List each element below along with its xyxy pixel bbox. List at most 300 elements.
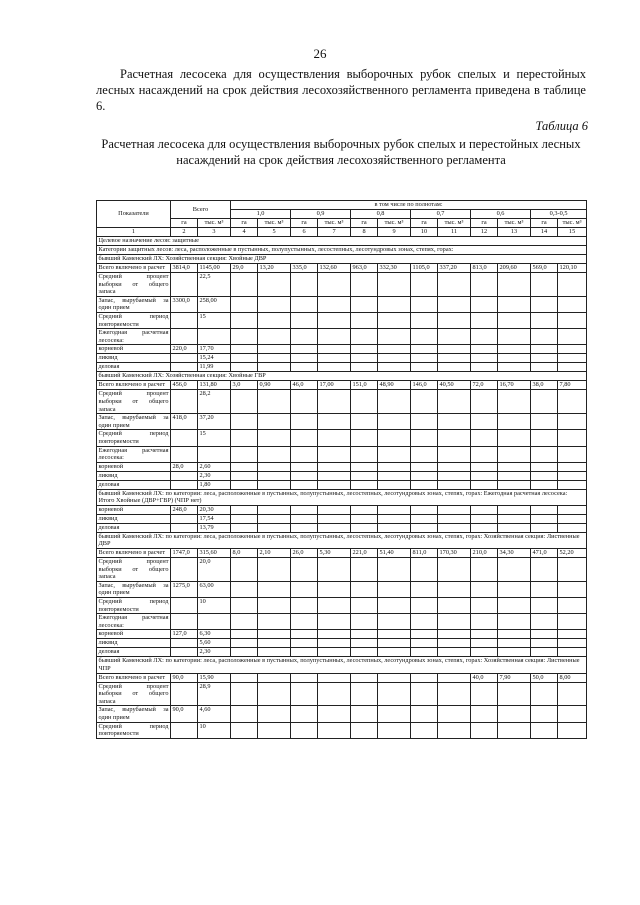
table-cell	[498, 430, 531, 446]
table-cell	[411, 345, 438, 354]
table-cell	[471, 581, 498, 597]
table-cell	[471, 682, 498, 706]
header-unit-thous-m3: тыс. м³	[378, 219, 411, 228]
column-number: 2	[171, 228, 198, 237]
table-cell	[438, 505, 471, 514]
table-cell: 151,0	[351, 381, 378, 390]
header-density: 0,9	[291, 210, 351, 219]
table-row	[97, 296, 587, 312]
table-cell	[438, 614, 471, 630]
table-cell	[498, 480, 531, 489]
table-cell	[498, 706, 531, 722]
table-cell	[471, 558, 498, 582]
row-label: деловая	[97, 480, 171, 489]
table-cell	[471, 345, 498, 354]
table-cell	[438, 558, 471, 582]
table-cell	[258, 648, 291, 657]
table-cell	[291, 430, 318, 446]
table-cell	[411, 430, 438, 446]
table-cell	[558, 722, 587, 738]
table-cell	[438, 514, 471, 523]
row-label: Запас, вырубаемый за один прием	[98, 706, 169, 721]
table-cell	[471, 296, 498, 312]
table-cell	[231, 390, 258, 414]
table-cell: 1,80	[198, 480, 231, 489]
table-row	[97, 558, 587, 582]
table-cell	[318, 722, 351, 738]
table-cell	[411, 581, 438, 597]
table-cell	[351, 446, 378, 462]
table-cell: 963,0	[351, 264, 378, 273]
header-indicators: Показатели	[97, 201, 171, 228]
row-label: Средний период повторяемости	[98, 430, 169, 445]
table-cell	[378, 523, 411, 532]
table-cell	[291, 480, 318, 489]
table-cell	[231, 514, 258, 523]
table-cell	[531, 471, 558, 480]
table-cell: 1275,0	[171, 581, 198, 597]
table-cell	[498, 363, 531, 372]
table-cell	[558, 430, 587, 446]
table-cell	[318, 390, 351, 414]
table-cell: 7,80	[558, 381, 587, 390]
table-cell: 209,60	[498, 264, 531, 273]
table-cell	[558, 329, 587, 345]
table-cell: 5,30	[318, 549, 351, 558]
table-cell	[498, 682, 531, 706]
row-label: корневой	[97, 345, 171, 354]
table-cell	[378, 471, 411, 480]
table-cell	[531, 446, 558, 462]
table-cell	[531, 706, 558, 722]
table-cell	[231, 462, 258, 471]
table-cell	[351, 639, 378, 648]
table-cell	[318, 329, 351, 345]
table-cell	[171, 598, 198, 614]
table-cell	[318, 648, 351, 657]
table-cell	[471, 614, 498, 630]
table-cell	[318, 363, 351, 372]
table-cell: 13,79	[198, 523, 231, 532]
table-cell	[411, 514, 438, 523]
table-cell	[558, 296, 587, 312]
table-cell	[498, 471, 531, 480]
table-cell: 6,30	[198, 630, 231, 639]
table-body	[97, 201, 587, 739]
table-cell	[231, 682, 258, 706]
section-row	[97, 532, 587, 548]
header-row-units	[97, 219, 587, 228]
table-cell	[231, 354, 258, 363]
header-total: Всего	[171, 201, 231, 219]
header-unit-ha: га	[531, 219, 558, 228]
table-cell	[231, 329, 258, 345]
table-cell	[258, 296, 291, 312]
row-label: Всего включено в расчет	[97, 549, 171, 558]
table-cell: 0,90	[258, 381, 291, 390]
table-cell: 15	[198, 312, 231, 328]
table-cell	[411, 363, 438, 372]
section-row	[97, 489, 587, 505]
table-cell	[258, 345, 291, 354]
table-cell	[531, 363, 558, 372]
table-cell	[378, 630, 411, 639]
column-number: 9	[378, 228, 411, 237]
column-number: 15	[558, 228, 587, 237]
table-cell	[471, 446, 498, 462]
table-cell	[471, 598, 498, 614]
header-unit-ha: га	[231, 219, 258, 228]
table-cell	[231, 648, 258, 657]
table-cell	[291, 296, 318, 312]
table-cell	[378, 505, 411, 514]
header-density: 0,6	[471, 210, 531, 219]
table-cell	[318, 446, 351, 462]
header-unit-ha: га	[171, 219, 198, 228]
table-row	[97, 414, 587, 430]
table-cell	[171, 480, 198, 489]
table-cell: 456,0	[171, 381, 198, 390]
table-cell	[558, 648, 587, 657]
row-label: ликвид	[97, 354, 171, 363]
row-label: Запас, вырубаемый за один прием	[98, 414, 169, 429]
table-cell	[378, 345, 411, 354]
table-cell	[258, 523, 291, 532]
table-cell	[411, 614, 438, 630]
table-cell	[258, 390, 291, 414]
table-cell	[291, 581, 318, 597]
table-cell	[291, 523, 318, 532]
table-cell	[471, 390, 498, 414]
table-cell	[471, 505, 498, 514]
table-cell	[411, 673, 438, 682]
table-cell: 26,0	[291, 549, 318, 558]
table-cell	[171, 390, 198, 414]
table-cell	[378, 312, 411, 328]
table-row	[97, 329, 587, 345]
table-cell	[558, 514, 587, 523]
table-cell: 48,90	[378, 381, 411, 390]
column-number: 10	[411, 228, 438, 237]
table-cell: 170,30	[438, 549, 471, 558]
header-density: 0,8	[351, 210, 411, 219]
table-cell: 7,90	[498, 673, 531, 682]
table-cell	[498, 558, 531, 582]
table-cell	[471, 514, 498, 523]
table-cell	[291, 682, 318, 706]
table-cell	[531, 329, 558, 345]
header-row-1	[97, 201, 587, 210]
table-cell	[291, 630, 318, 639]
table-cell	[231, 581, 258, 597]
header-row-numbers	[97, 228, 587, 237]
table-cell	[351, 722, 378, 738]
table-cell: 15,24	[198, 354, 231, 363]
table-cell: 258,00	[198, 296, 231, 312]
table-cell	[351, 514, 378, 523]
table-cell: 335,0	[291, 264, 318, 273]
table-cell	[531, 523, 558, 532]
table-cell: 120,10	[558, 264, 587, 273]
table-cell	[258, 505, 291, 514]
table-row	[97, 390, 587, 414]
table-cell	[231, 471, 258, 480]
table-cell	[498, 523, 531, 532]
table-cell: 20,30	[198, 505, 231, 514]
table-cell	[438, 329, 471, 345]
table-cell	[471, 462, 498, 471]
row-label: деловая	[97, 648, 171, 657]
table-cell	[471, 480, 498, 489]
table-cell	[498, 446, 531, 462]
table-cell: 569,0	[531, 264, 558, 273]
row-label: деловая	[97, 363, 171, 372]
row-label: деловая	[97, 523, 171, 532]
row-label: ликвид	[97, 514, 171, 523]
table-cell	[351, 598, 378, 614]
column-number: 4	[231, 228, 258, 237]
table-cell	[351, 614, 378, 630]
section-heading: бывший Каменский ЛХ: Хозяйственная секция: Хвойные ГВР	[97, 372, 587, 381]
table-cell: 221,0	[351, 549, 378, 558]
section-heading: бывший Каменский ЛХ: Хозяйственная секция: Хвойные ДВР	[97, 255, 587, 264]
table-cell	[558, 414, 587, 430]
table-cell	[438, 312, 471, 328]
table-cell	[531, 462, 558, 471]
table-cell	[318, 480, 351, 489]
table-cell	[318, 673, 351, 682]
table-cell	[318, 706, 351, 722]
table-cell	[378, 390, 411, 414]
header-unit-thous-m3: тыс. м³	[438, 219, 471, 228]
table-cell	[558, 523, 587, 532]
table-row	[97, 514, 587, 523]
table-cell	[378, 639, 411, 648]
table-cell	[558, 363, 587, 372]
table-cell	[378, 363, 411, 372]
table-cell	[438, 598, 471, 614]
table-cell: 146,0	[411, 381, 438, 390]
table-cell	[411, 471, 438, 480]
table-row	[97, 673, 587, 682]
table-cell	[378, 514, 411, 523]
table-cell	[318, 505, 351, 514]
table-cell: 471,0	[531, 549, 558, 558]
table-cell: 3,0	[231, 381, 258, 390]
row-label: Ежегодная расчетная лесосека:	[98, 614, 169, 629]
table-cell	[498, 354, 531, 363]
column-number: 8	[351, 228, 378, 237]
table-cell	[378, 296, 411, 312]
table-cell	[471, 471, 498, 480]
table-cell	[531, 581, 558, 597]
table-cell	[351, 471, 378, 480]
table-cell: 17,70	[198, 345, 231, 354]
table-cell	[558, 639, 587, 648]
table-cell	[531, 312, 558, 328]
table-cell: 63,00	[198, 581, 231, 597]
table-cell	[471, 430, 498, 446]
row-label: корневой	[97, 462, 171, 471]
table-cell	[258, 329, 291, 345]
table-cell	[318, 462, 351, 471]
section-row	[97, 255, 587, 264]
row-label: Ежегодная расчетная лесосека:	[98, 446, 169, 462]
table-cell	[231, 630, 258, 639]
table-cell: 20,0	[198, 558, 231, 582]
table-cell: 5,60	[198, 639, 231, 648]
table-row	[97, 273, 587, 297]
table-cell	[171, 682, 198, 706]
table-cell: 2,30	[198, 648, 231, 657]
table-cell	[438, 682, 471, 706]
table-cell	[411, 558, 438, 582]
table-cell	[171, 614, 198, 630]
table-cell	[258, 706, 291, 722]
table-cell	[411, 462, 438, 471]
table-cell: 248,0	[171, 505, 198, 514]
table-cell	[318, 558, 351, 582]
table-cell	[438, 706, 471, 722]
table-row	[97, 549, 587, 558]
table-cell	[291, 558, 318, 582]
table-cell	[411, 598, 438, 614]
row-label: Средний период повторяемости	[98, 722, 169, 738]
table-cell	[258, 639, 291, 648]
table-cell	[351, 462, 378, 471]
table-cell: 418,0	[171, 414, 198, 430]
table-cell	[411, 505, 438, 514]
row-label: Средний процент выборки от общего запаса	[98, 558, 169, 581]
table-cell: 17,54	[198, 514, 231, 523]
table-cell: 38,0	[531, 381, 558, 390]
table-cell: 811,0	[411, 549, 438, 558]
table-cell: 3300,0	[171, 296, 198, 312]
header-unit-thous-m3: тыс. м³	[498, 219, 531, 228]
table-cell: 28,9	[198, 682, 231, 706]
table-cell	[411, 480, 438, 489]
table-cell: 127,0	[171, 630, 198, 639]
table-cell	[231, 523, 258, 532]
header-density: 0,3-0,5	[531, 210, 587, 219]
table-cell	[351, 354, 378, 363]
table-cell	[231, 614, 258, 630]
column-number: 13	[498, 228, 531, 237]
table-cell	[258, 430, 291, 446]
table-cell	[558, 614, 587, 630]
row-label: Всего включено в расчет	[97, 673, 171, 682]
table-cell	[498, 614, 531, 630]
table-cell	[171, 354, 198, 363]
table-cell: 15,90	[198, 673, 231, 682]
table-cell	[558, 354, 587, 363]
table-row	[97, 381, 587, 390]
table-cell	[231, 414, 258, 430]
column-number: 12	[471, 228, 498, 237]
table-cell: 315,60	[198, 549, 231, 558]
table-cell: 10	[198, 598, 231, 614]
table-cell	[258, 614, 291, 630]
table-cell	[258, 480, 291, 489]
table-cell	[318, 614, 351, 630]
table-row	[97, 630, 587, 639]
table-cell	[438, 523, 471, 532]
table-cell	[471, 363, 498, 372]
table-cell	[231, 480, 258, 489]
table-cell	[231, 722, 258, 738]
table-cell	[258, 682, 291, 706]
row-label: Средний период повторяемости	[98, 312, 169, 328]
table-row	[97, 462, 587, 471]
table-row	[97, 345, 587, 354]
table-cell	[378, 722, 411, 738]
table-cell	[438, 471, 471, 480]
table-cell	[351, 558, 378, 582]
table-cell	[531, 430, 558, 446]
table-cell	[318, 581, 351, 597]
table-cell	[378, 581, 411, 597]
table-cell: 46,0	[291, 381, 318, 390]
table-cell	[498, 598, 531, 614]
table-cell	[351, 296, 378, 312]
table-cell	[411, 354, 438, 363]
table-cell	[498, 414, 531, 430]
table-cell	[171, 558, 198, 582]
table-cell	[378, 446, 411, 462]
table-row	[97, 581, 587, 597]
table-cell: 28,0	[171, 462, 198, 471]
table-cell	[471, 639, 498, 648]
table-cell	[258, 558, 291, 582]
table-cell	[411, 446, 438, 462]
header-unit-ha: га	[471, 219, 498, 228]
table-cell	[438, 296, 471, 312]
row-label: Ежегодная расчетная лесосека:	[98, 329, 169, 344]
table-cell	[438, 581, 471, 597]
table-cell	[351, 363, 378, 372]
table-cell	[291, 390, 318, 414]
table-cell	[378, 430, 411, 446]
table-cell	[411, 390, 438, 414]
table-cell	[438, 648, 471, 657]
table-cell	[351, 505, 378, 514]
table-cell	[318, 273, 351, 297]
table-cell	[498, 273, 531, 297]
table-cell	[171, 430, 198, 446]
table-cell	[558, 471, 587, 480]
table-cell	[558, 462, 587, 471]
table-cell	[291, 312, 318, 328]
table-cell	[351, 414, 378, 430]
table-cell	[171, 363, 198, 372]
table-cell: 90,0	[171, 706, 198, 722]
table-row	[97, 471, 587, 480]
table-cell	[531, 630, 558, 639]
table-cell	[411, 630, 438, 639]
section-heading: Категории защитных лесов: леса, расположенные в пустынных, полупустынных, лесостепных, лесотундровых зонах, степях, горах:	[97, 246, 587, 255]
table-cell: 40,50	[438, 381, 471, 390]
table-cell	[531, 296, 558, 312]
table-cell	[291, 414, 318, 430]
table-cell	[558, 706, 587, 722]
table-cell	[498, 296, 531, 312]
column-number: 6	[291, 228, 318, 237]
table-cell	[498, 505, 531, 514]
table-cell	[438, 273, 471, 297]
table-cell	[351, 648, 378, 657]
row-label: ликвид	[97, 471, 171, 480]
table-cell	[411, 722, 438, 738]
